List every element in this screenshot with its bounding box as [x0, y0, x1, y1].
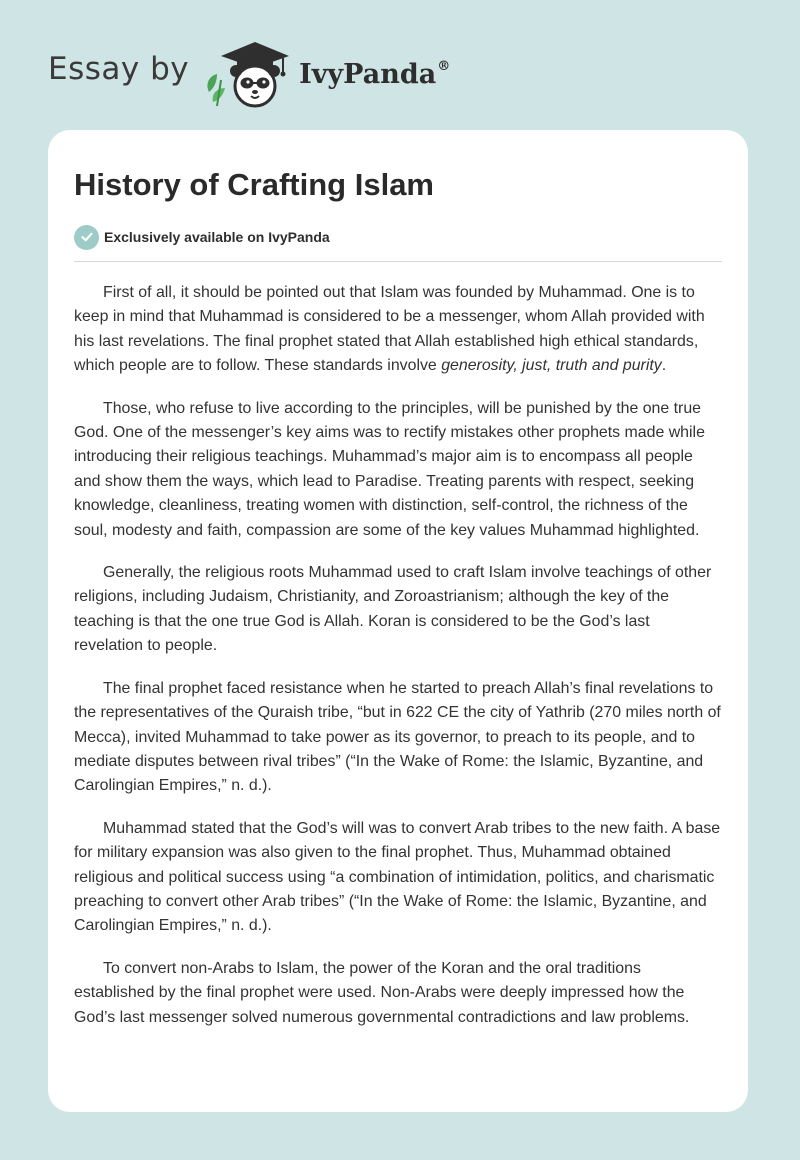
panda-logo-icon	[203, 36, 295, 108]
divider	[74, 261, 722, 262]
paragraph: Muhammad stated that the God’s will was to convert Arab tribes to the new faith. A base for military expansion was also given to the final prophet. Thus, Muhammad obtained religious and political success using “a combination of intimidation, politics, and charismatic preaching to convert other Arab tribes” (“In the Wake of Rome: the Islamic, Byzantine, and Carolingian Empires,” n. d.).	[74, 819, 721, 935]
brand-header[interactable]	[48, 36, 450, 108]
paragraph: Those, who refuse to live according to the principles, will be punished by the one true God. One of the messenger’s key aims was to rectify mistakes other prophets made while introducing their religious teachings. Muhammad’s major aim is to encompass all people and show them the ways, which lead to Paradise. Treating parents with respect, seeking knowledge, cleanliness, treating women with distinction, self-control, the richness of the soul, modesty and faith, compassion are some of the key values Muhammad highlighted.	[74, 399, 705, 539]
essay-card	[48, 130, 748, 1112]
paragraph: To convert non-Arabs to Islam, the power of the Koran and the oral traditions established by the final prophet were used. Non-Arabs were deeply impressed how the God’s last messenger solved numerous governmental contradictions and law problems.	[74, 959, 690, 1026]
exclusive-label: Exclusively available on IvyPanda	[104, 229, 330, 245]
paragraph: The final prophet faced resistance when he started to preach Allah’s final revelations to the representatives of the Quraish tribe, “but in 622 CE the city of Yathrib (270 miles north of Mecca), invited Muhammad to take power as its governor, to preach to its people, and to mediate disputes between rival tribes” (“In the Wake of Rome: the Islamic, Byzantine, and Carolingian Empires,” n. d.).	[74, 679, 721, 795]
essay-body	[74, 281, 722, 1030]
brand-name: IvyPanda®	[299, 58, 451, 90]
paragraph: Generally, the religious roots Muhammad used to craft Islam involve teachings of other religions, including Judaism, Christianity, and Zoroastrianism; although the key of the teaching is that the one true God is Allah. Koran is considered to be the God’s last revelation to people.	[74, 564, 712, 655]
exclusive-badge	[74, 224, 722, 250]
emphasis-text: generosity, just, truth and purity	[441, 357, 662, 375]
brand-prefix: Essay by	[48, 51, 190, 87]
check-circle-icon	[74, 225, 99, 250]
page-title: History of Crafting Islam	[74, 167, 434, 202]
paragraph: First of all, it should be pointed out that Islam was founded by Muhammad. One is to keep in mind that Muhammad is considered to be a messenger, whom Allah provided with his last revelations. The final prophet stated that Allah established high ethical standards, which people are to follow. These standards involve generosity, just, truth and purity.	[74, 284, 705, 375]
